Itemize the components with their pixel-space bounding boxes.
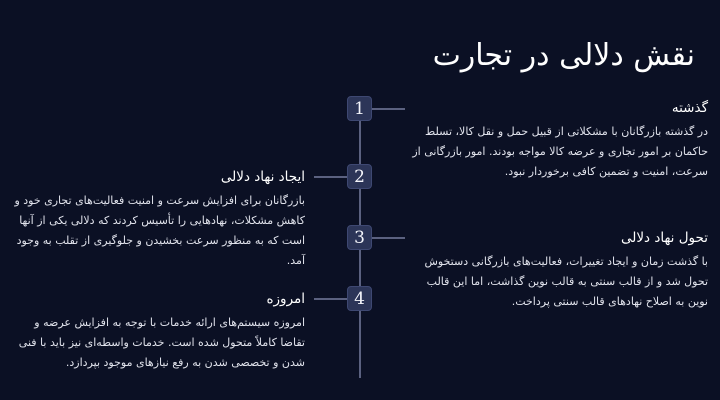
step-number-2: 2 — [347, 164, 372, 189]
step-body: با گذشت زمان و ایجاد تغییرات، فعالیت‌های بازرگانی دستخوش تحول شد و از قالب سنتی به قالب نوین گذاشت، اما این قالب نوین به اصلاح نهادهای قالب سنتی پرداخت. — [424, 255, 708, 308]
step-number-1: 1 — [347, 96, 372, 121]
step-body: بازرگانان برای افزایش سرعت و امنیت فعالیت‌های تجاری خود و کاهش مشکلات، نهادهایی را تأسیس کردند که دلالی یکی از آنها است که به منظور سرعت بخشیدن و جلوگیری از تقلب به وجود آمد. — [14, 194, 305, 267]
connector-4 — [314, 298, 347, 300]
step-heading: تحول نهاد دلالی — [620, 230, 708, 246]
step-heading: امروزه — [266, 291, 305, 307]
step-number-4: 4 — [347, 286, 372, 311]
timeline-step-2 — [10, 169, 305, 271]
step-heading: گذشته — [671, 100, 708, 116]
slide-title: نقش دلالی در تجارت — [432, 38, 695, 73]
step-number-3: 3 — [347, 225, 372, 250]
connector-2 — [314, 176, 347, 178]
timeline-step-1 — [412, 100, 708, 182]
step-body: امروزه سیستم‌های ارائه خدمات با توجه به افزایش عرضه و تقاضا کاملاً متحول شده است. خدمات واسطه‌ای نیز باید با فنی شدن و تخصصی شدن به رفع نیازهای موجود بپردازد. — [18, 316, 305, 369]
timeline-step-3 — [412, 230, 708, 312]
step-heading: ایجاد نهاد دلالی — [220, 169, 305, 185]
timeline-step-4 — [10, 291, 305, 373]
connector-3 — [372, 237, 405, 239]
connector-1 — [372, 108, 405, 110]
step-body: در گذشته بازرگانان با مشکلاتی از قبیل حمل و نقل کالا، تسلط حاکمان بر امور تجاری و عرضه کالا مواجه بودند. امور بازرگانی از سرعت، امنیت و تضمین کافی برخوردار نبود. — [412, 125, 708, 178]
